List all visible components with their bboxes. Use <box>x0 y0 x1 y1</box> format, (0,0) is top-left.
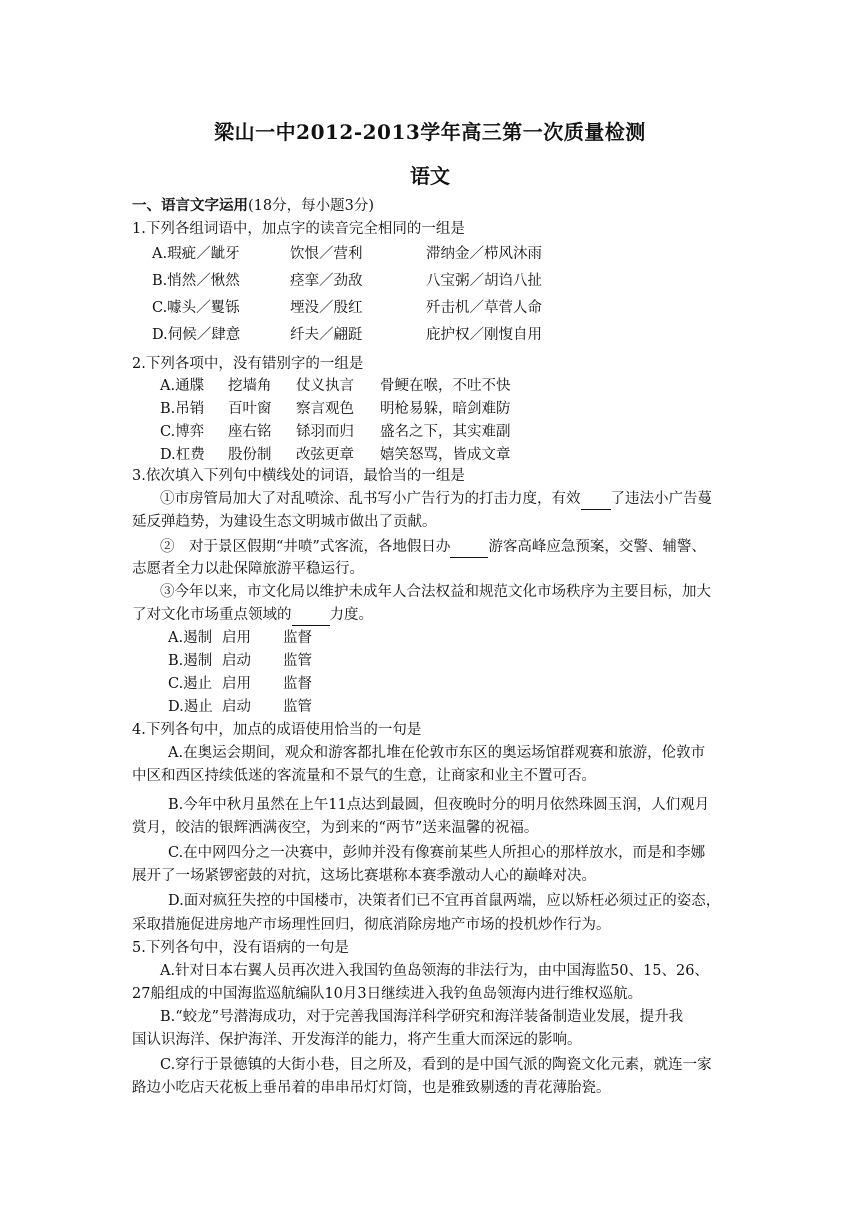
q2-option-a-col2: 挖墙角 <box>228 378 272 394</box>
section-heading-label: 一、语言文字运用 <box>132 197 248 214</box>
q4-option-a-line2: 中区和西区持续低迷的客流量和不景气的生意，让商家和业主不置可否。 <box>132 768 596 784</box>
q3-option-c-word2: 启用 <box>222 676 251 692</box>
q4-stem: 4.下列各句中，加点的成语使用恰当的一句是 <box>132 722 422 738</box>
q4-option-d-line1: D.面对疯狂失控的中国楼市，决策者们已不宜再首鼠两端，应以矫枉必须过正的姿态， <box>168 893 721 909</box>
q5-option-a-line2: 27船组成的中国海监巡航编队10月3日继续进入我钓鱼岛领海内进行维权巡航。 <box>132 986 643 1002</box>
q3-blank-2 <box>450 537 488 558</box>
q3-option-b-word2: 启动 <box>222 653 251 669</box>
q3-option-c-word3: 监督 <box>283 676 312 692</box>
q4-option-b-line1: B.今年中秋月虽然在上午11点达到最圆，但夜晚时分的明月依然珠圆玉润，人们观月 <box>168 797 710 813</box>
q5-stem: 5.下列各句中，没有语病的一句是 <box>132 940 349 956</box>
q3-option-c-word1: C.遏止 <box>168 676 213 692</box>
q2-option-a-col1: A.通牒 <box>160 378 205 394</box>
q3-sentence-2-part-a: ② 对于景区假期“井喷”式客流，各地假日办 <box>160 539 451 555</box>
q2-option-d-col2: 股份制 <box>228 447 272 463</box>
q2-option-b-col1: B.吊销 <box>160 401 205 417</box>
q3-sentence-1-part-b: 了违法小广告蔓 <box>610 491 712 507</box>
q3-sentence-2-cont: 志愿者全力以赴保障旅游平稳运行。 <box>132 561 364 577</box>
q3-sentence-3-cont <box>132 605 373 626</box>
q3-option-a-word2: 启用 <box>222 630 251 646</box>
q5-option-c-line2: 路边小吃店天花板上垂吊着的串串吊灯灯筒，也是雅致剔透的青花薄胎瓷。 <box>132 1080 611 1096</box>
q5-option-c-line1: C.穿行于景德镇的大街小巷，目之所及，看到的是中国气派的陶瓷文化元素，就连一家 <box>160 1057 712 1073</box>
q3-stem: 3.依次填入下列句中横线处的词语，最恰当的一组是 <box>132 468 465 484</box>
q3-option-b-word1: B.遏制 <box>168 653 213 669</box>
q3-sentence-1-cont: 延反弹趋势，为建设生态文明城市做出了贡献。 <box>132 514 437 530</box>
q1-option-c-col2: 堙没／殷红 <box>290 300 363 316</box>
q1-stem: 1.下列各组词语中，加点字的读音完全相同的一组是 <box>132 221 465 237</box>
section-heading-note: (18分，每小题3分) <box>248 198 374 214</box>
q3-option-d-word1: D.遏止 <box>168 699 213 715</box>
q1-option-a-col1: A.瑕疵／龇牙 <box>152 246 240 262</box>
q3-option-a-word1: A.遏制 <box>168 630 213 646</box>
q1-option-b-col1: B.悄然／愀然 <box>152 273 240 289</box>
q3-blank-3 <box>292 605 330 626</box>
section-heading <box>132 196 374 216</box>
q4-option-c-line1: C.在中网四分之一决赛中，彭帅并没有像赛前某些人所担心的那样放水，而是和李娜 <box>168 845 706 861</box>
q1-option-d-col2: 纤夫／翩跹 <box>290 327 363 343</box>
q2-option-d-col4: 嬉笑怒骂，皆成文章 <box>380 447 511 463</box>
q1-option-b-col2: 痉挛／劲敌 <box>290 273 363 289</box>
q1-option-a-col3: 滞纳金／栉风沐雨 <box>426 246 542 262</box>
exam-title: 梁山一中2012-2013学年高三第一次质量检测 <box>214 120 646 144</box>
q3-sentence-3-part-c: 力度。 <box>329 607 373 623</box>
q5-option-b-line2: 国认识海洋、保护海洋、开发海洋的能力，将产生重大而深远的影响。 <box>132 1032 582 1048</box>
q2-option-b-col4: 明枪易躲，暗剑难防 <box>380 401 511 417</box>
q3-sentence-1-part-a: ①市房管局加大了对乱喷涂、乱书写小广告行为的打击力度，有效 <box>160 491 581 507</box>
q2-option-b-col2: 百叶窗 <box>228 401 272 417</box>
q2-option-b-col3: 察言观色 <box>296 401 354 417</box>
q4-option-d-line2: 采取措施促进房地产市场理性回归，彻底消除房地产市场的投机炒作行为。 <box>132 917 611 933</box>
q3-blank-1 <box>581 489 611 510</box>
q2-option-c-col4: 盛名之下，其实难副 <box>380 424 511 440</box>
q3-sentence-3: ③今年以来，市文化局以维护未成年人合法权益和规范文化市场秩序为主要目标，加大 <box>160 584 711 600</box>
q2-option-d-col3: 改弦更章 <box>296 447 354 463</box>
q2-stem: 2.下列各项中，没有错别字的一组是 <box>132 356 364 372</box>
q3-option-a-word3: 监督 <box>283 630 312 646</box>
q1-option-d-col1: D.伺候／肆意 <box>152 327 241 343</box>
q3-sentence-3-part-b: 了对文化市场重点领域的 <box>132 607 292 623</box>
q5-option-b-line1: B.“蛟龙”号潜海成功，对于完善我国海洋科学研究和海洋装备制造业发展，提升我 <box>160 1009 684 1025</box>
q1-option-c-col1: C.噱头／矍铄 <box>152 300 240 316</box>
q1-option-b-col3: 八宝粥／胡诌八扯 <box>426 273 542 289</box>
q2-option-a-col4: 骨鲠在喉，不吐不快 <box>380 378 511 394</box>
q2-option-a-col3: 仗义执言 <box>296 378 354 394</box>
q3-option-d-word3: 监管 <box>283 699 312 715</box>
q4-option-a-line1: A.在奥运会期间，观众和游客都扎堆在伦敦市东区的奥运场馆群观赛和旅游，伦敦市 <box>168 745 706 761</box>
q4-option-b-line2: 赏月，皎洁的银辉洒满夜空，为到来的“两节”送来温馨的祝福。 <box>132 820 539 836</box>
q1-option-a-col2: 饮恨／营利 <box>290 246 363 262</box>
q3-sentence-2 <box>160 537 706 558</box>
q2-option-c-col3: 铩羽而归 <box>296 424 354 440</box>
q3-option-d-word2: 启动 <box>222 699 251 715</box>
q3-option-b-word3: 监管 <box>283 653 312 669</box>
subject-title: 语文 <box>410 164 450 188</box>
q4-option-c-line2: 展开了一场紧锣密鼓的对抗，这场比赛堪称本赛季激动人心的巅峰对决。 <box>132 868 596 884</box>
q2-option-c-col2: 座右铭 <box>228 424 272 440</box>
q1-option-c-col3: 歼击机／草菅人命 <box>426 300 542 316</box>
q2-option-c-col1: C.博弈 <box>160 424 205 440</box>
q3-sentence-1 <box>160 489 712 510</box>
q2-option-d-col1: D.杠费 <box>160 447 205 463</box>
q5-option-a-line1: A.针对日本右翼人员再次进入我国钓鱼岛领海的非法行为，由中国海监50、15、26、 <box>160 963 709 979</box>
q1-option-d-col3: 庇护权／刚愎自用 <box>426 327 542 343</box>
q3-sentence-2-part-b: 游客高峰应急预案，交警、辅警、 <box>488 539 706 555</box>
